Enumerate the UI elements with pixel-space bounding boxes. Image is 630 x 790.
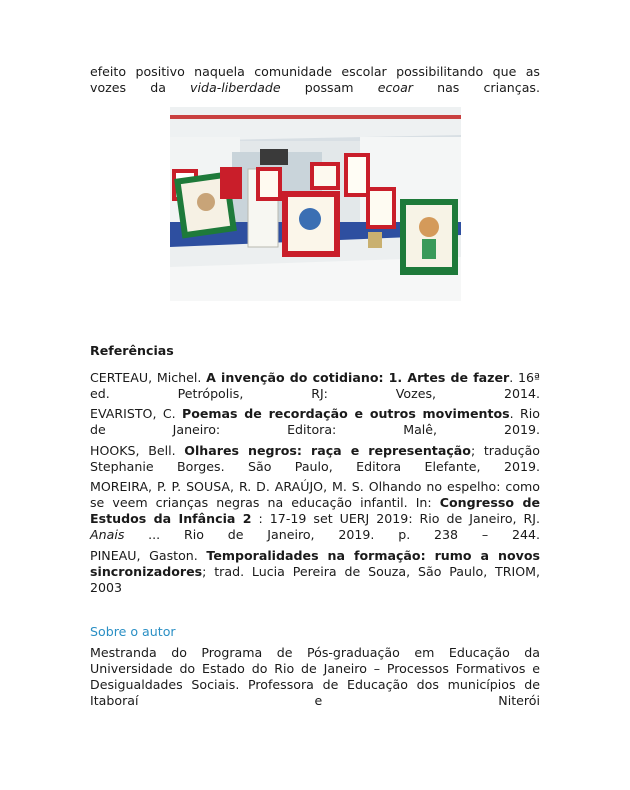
reference-details: : 17-19 set UERJ 2019: Rio de Janeiro, RJ.	[251, 511, 540, 526]
intro-italic-term: ecoar	[377, 80, 413, 95]
reference-title: Temporalidades na formação: rumo a novos sincronizadores	[90, 548, 540, 579]
reference-title: Olhares negros: raça e representação	[184, 443, 471, 458]
reference-author: EVARISTO, C.	[90, 406, 182, 421]
reference-item	[90, 548, 540, 612]
author-heading: Sobre o autor	[90, 624, 176, 639]
reference-title: Poemas de recordação e outros movimentos	[181, 406, 510, 421]
intro-text: nas crianças.	[412, 80, 540, 95]
reference-author: PINEAU, Gaston.	[90, 548, 207, 563]
reference-title: Congresso de Estudos da Infância 2	[90, 495, 541, 526]
reference-details: . 16ª ed. Petrópolis, RJ: Vozes, 2014.	[90, 370, 540, 401]
reference-italic: Anais	[90, 527, 125, 542]
author-bio: Mestranda do Programa de Pós-graduação em Educação da Universidade do Estado do Rio de Janeiro – Processos Formativos e Desigualdades Sociais. Professora de Educação dos municípios de Itaboraí e Niterói	[90, 645, 540, 708]
reference-details: . Rio de Janeiro: Editora: Malê, 2019.	[90, 406, 540, 437]
intro-italic-term: vida-liberdade	[190, 80, 281, 95]
intro-paragraph	[90, 64, 540, 112]
reference-details: ; trad. Lucia Pereira de Souza, São Paulo, TRIOM, 2003	[90, 564, 540, 595]
reference-title: A invenção do cotidiano: 1. Artes de fazer	[206, 370, 510, 385]
reference-author: MOREIRA, P. P. SOUSA, R. D. ARAÚJO, M. S. Olhando no espelho: como se veem crianças negras na educação infantil. In:	[90, 479, 540, 510]
classroom-photo	[170, 107, 461, 301]
reference-details: ; tradução Stephanie Borges. São Paulo, Editora Elefante, 2019.	[90, 443, 541, 474]
references-heading: Referências	[90, 343, 174, 358]
intro-text: possam	[280, 80, 378, 95]
intro-text: efeito positivo naquela comunidade escolar possibilitando que as vozes da	[90, 64, 540, 95]
reference-author: CERTEAU, Michel.	[90, 370, 207, 385]
reference-author: HOOKS, Bell.	[90, 443, 185, 458]
reference-details: ... Rio de Janeiro, 2019. p. 238 – 244.	[124, 527, 540, 542]
reference-item	[90, 479, 540, 559]
